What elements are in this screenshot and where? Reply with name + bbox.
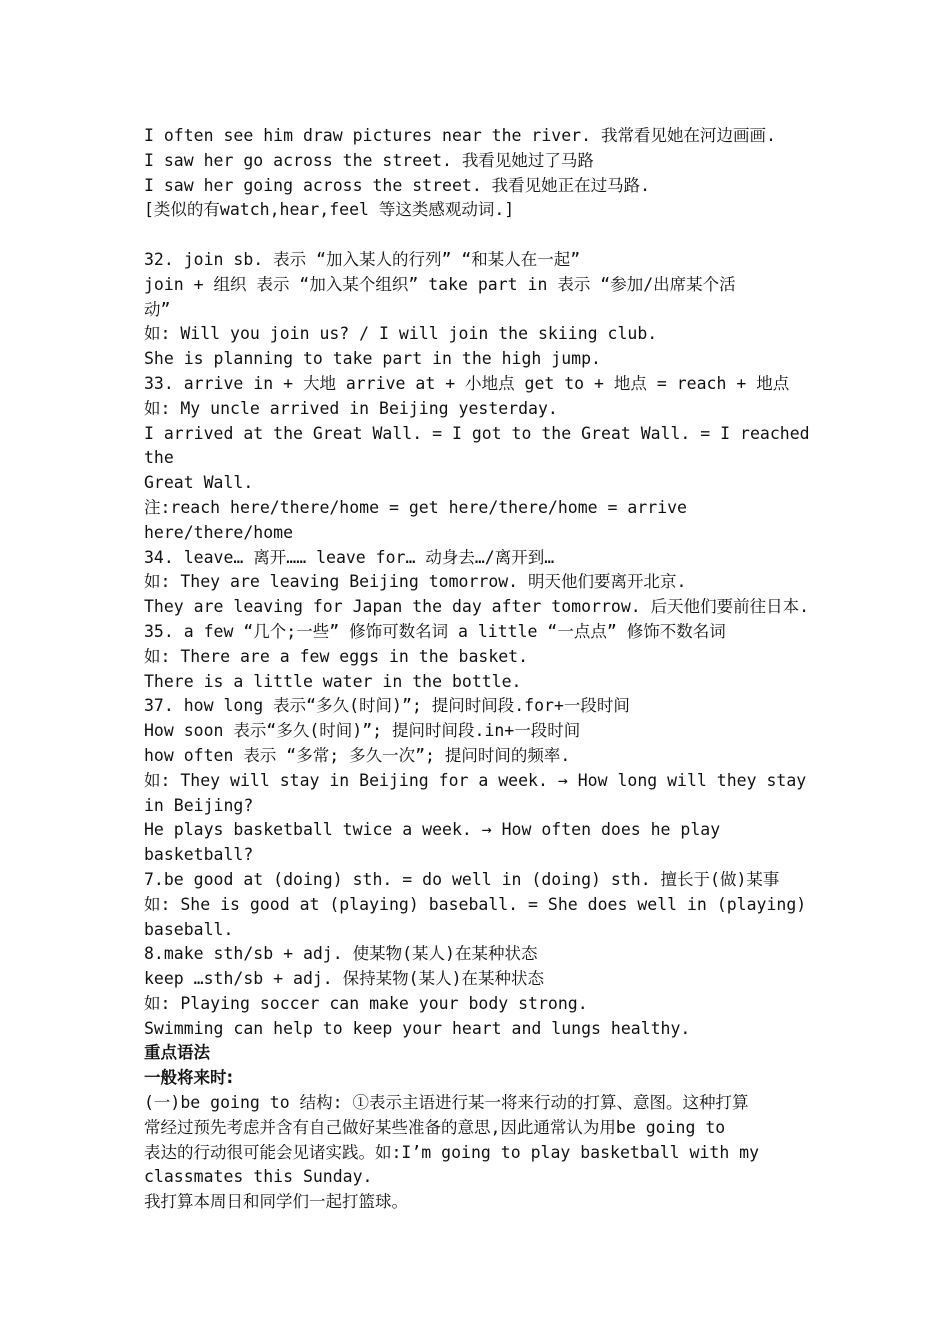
text-line: basketball? (144, 845, 254, 865)
text-line: I saw her going across the street. 我看见她正在过马路. (144, 175, 651, 195)
example-line: 如: There are a few eggs in the basket. (144, 646, 529, 666)
section-heading-key-grammar: 重点语法 (144, 1043, 210, 1063)
item-heading-8: 8.make sth/sb + adj. 使某物(某人)在某种状态 (144, 944, 538, 964)
section-heading-future-tense: 一般将来时: (144, 1068, 234, 1088)
text-line: baseball. (144, 919, 234, 939)
text-line: 我打算本周日和同学们一起打篮球。 (144, 1192, 408, 1212)
item-heading-35: 35. a few “几个;一些” 修饰可数名词 a little “一点点” 修饰不数名词 (144, 621, 726, 641)
text-line: [类似的有watch,hear,feel 等这类感观动词.] (144, 200, 515, 220)
text-line: How soon 表示“多久(时间)”; 提问时间段.in+一段时间 (144, 721, 581, 741)
text-line: how often 表示 “多常; 多久一次”; 提问时间的频率. (144, 745, 571, 765)
text-line: They are leaving for Japan the day after tomorrow. 后天他们要前往日本. (144, 597, 810, 617)
item-heading-34: 34. leave… 离开…… leave for… 动身去…/离开到… (144, 547, 555, 567)
text-line: 动” (144, 299, 171, 319)
text-line: I saw her go across the street. 我看见她过了马路 (144, 150, 594, 170)
text-line: here/there/home (144, 522, 294, 542)
text-line: There is a little water in the bottle. (144, 671, 522, 691)
text-line: the (144, 448, 174, 468)
example-line: 如: They will stay in Beijing for a week. → How long will they stay (144, 770, 807, 790)
text-line: I often see him draw pictures near the river. 我常看见她在河边画画. (144, 126, 776, 145)
item-heading-32: 32. join sb. 表示 “加入某人的行列” “和某人在一起” (144, 249, 581, 269)
text-line: keep …sth/sb + adj. 保持某物(某人)在某种状态 (144, 969, 545, 989)
document-body (144, 124, 824, 1215)
text-line: She is planning to take part in the high jump. (144, 349, 601, 369)
text-line: join + 组织 表示 “加入某个组织” take part in 表示 “参加/出席某个活 (144, 274, 736, 294)
blank-line (144, 223, 824, 248)
item-heading-7: 7.be good at (doing) sth. = do well in (doing) sth. 擅长于(做)某事 (144, 869, 780, 889)
example-line: 如: Playing soccer can make your body strong. (144, 993, 588, 1013)
text-line: 表达的行动很可能会见诸实践。如:I’m going to play basketball with my (144, 1142, 760, 1162)
example-line: 如: My uncle arrived in Beijing yesterday. (144, 398, 558, 418)
example-line: 如: They are leaving Beijing tomorrow. 明天他们要离开北京. (144, 572, 687, 592)
note-line: 注:reach here/there/home = get here/there/home = arrive (144, 497, 687, 517)
text-line: classmates this Sunday. (144, 1167, 373, 1187)
example-line: 如: Will you join us? / I will join the skiing club. (144, 324, 658, 344)
text-line: Great Wall. (144, 473, 254, 493)
text-line: He plays basketball twice a week. → How often does he play (144, 820, 721, 840)
item-heading-37: 37. how long 表示“多久(时间)”; 提问时间段.for+一段时间 (144, 696, 630, 716)
text-line: Swimming can help to keep your heart and lungs healthy. (144, 1018, 691, 1038)
text-line: 常经过预先考虑并含有自己做好某些准备的意思,因此通常认为用be going to (144, 1117, 726, 1137)
example-line: 如: She is good at (playing) baseball. = She does well in (playing) (144, 894, 807, 914)
text-line: (一)be going to 结构: ①表示主语进行某一将来行动的打算、意图。这种打算 (144, 1093, 749, 1113)
item-heading-33: 33. arrive in + 大地 arrive at + 小地点 get to + 地点 = reach + 地点 (144, 373, 790, 393)
text-line: in Beijing? (144, 795, 254, 815)
text-line: I arrived at the Great Wall. = I got to the Great Wall. = I reached (144, 423, 810, 443)
